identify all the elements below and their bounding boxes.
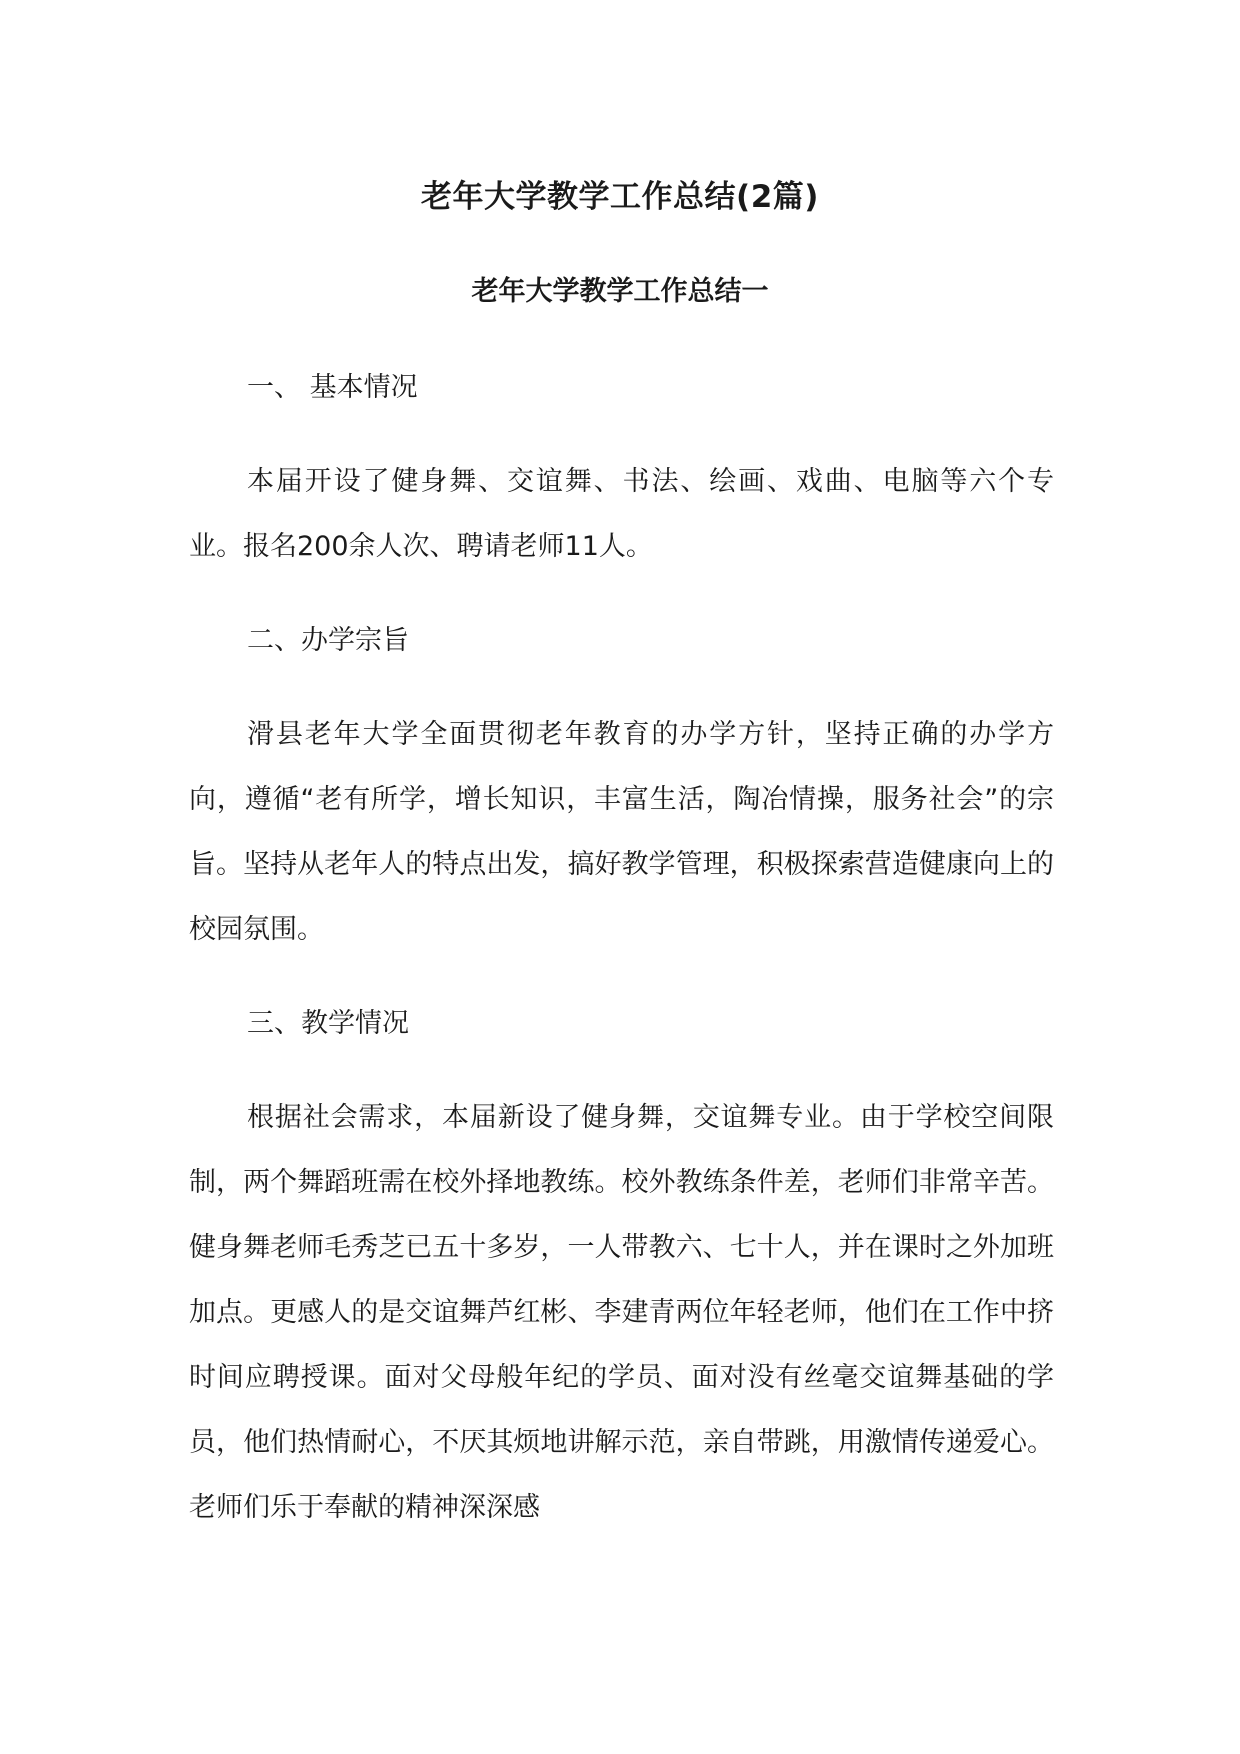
document-subtitle: 老年大学教学工作总结一	[471, 276, 769, 307]
section-heading-teaching-situation: 三、教学情况	[247, 1008, 409, 1039]
section-paragraph-school-purpose: 滑县老年大学全面贯彻老年教育的办学方针，坚持正确的办学方向，遵循“老有所学，增长知识，丰富生活，陶冶情操，服务社会”的宗旨。坚持从老年人的特点出发，搞好教学管理，积极探索营造健康向上的校园氛围。	[189, 719, 1054, 945]
section-heading-basic-situation: 一、 基本情况	[247, 372, 418, 403]
section-heading-school-purpose: 二、办学宗旨	[247, 625, 409, 656]
section-paragraph-teaching-situation: 根据社会需求，本届新设了健身舞，交谊舞专业。由于学校空间限制，两个舞蹈班需在校外择地教练。校外教练条件差，老师们非常辛苦。健身舞老师毛秀芝已五十多岁，一人带教六、七十人，并在课时之外加班加点。更感人的是交谊舞芦红彬、李建青两位年轻老师，他们在工作中挤时间应聘授课。面对父母般年纪的学员、面对没有丝毫交谊舞基础的学员，他们热情耐心，不厌其烦地讲解示范，亲自带跳，用激情传递爱心。老师们乐于奉献的精神深深感	[189, 1102, 1054, 1523]
section-paragraph-basic-situation: 本届开设了健身舞、交谊舞、书法、绘画、戏曲、电脑等六个专业。报名200余人次、聘请老师11人。	[189, 466, 1054, 562]
document-title: 老年大学教学工作总结(2篇)	[421, 179, 819, 215]
